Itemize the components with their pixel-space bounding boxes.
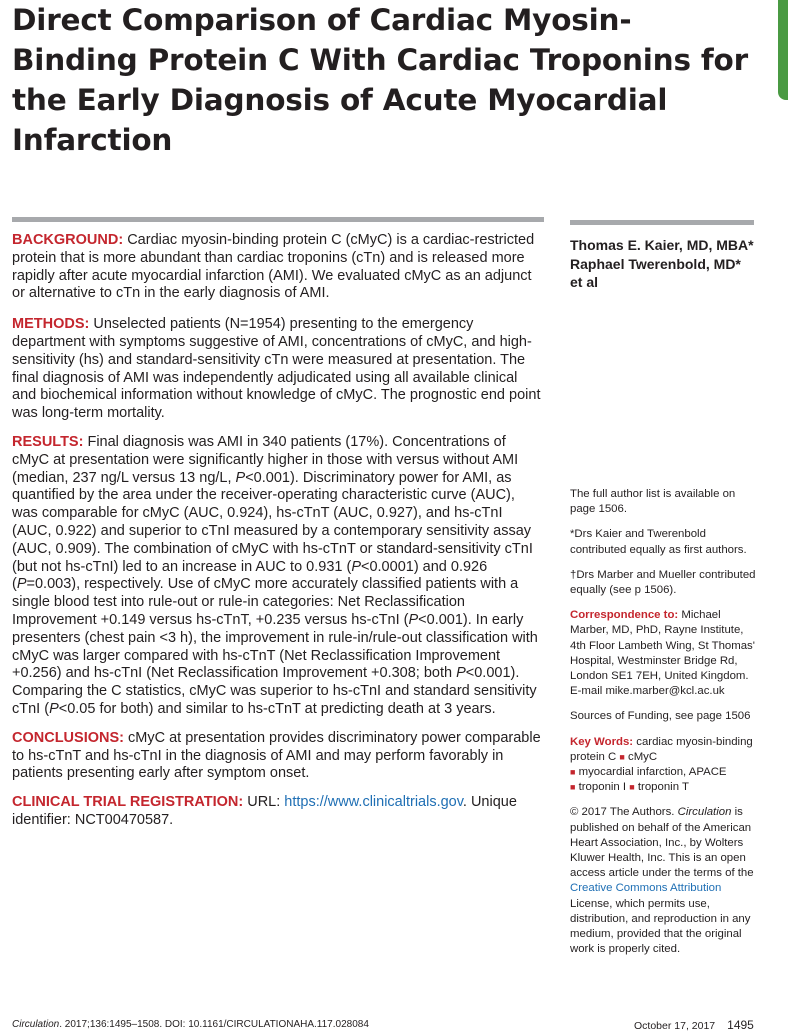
- bullet-icon: ■: [619, 751, 625, 762]
- author-name: Thomas E. Kaier, MD, MBA*: [570, 237, 754, 253]
- author-list: [570, 236, 760, 292]
- correspondence: [570, 608, 758, 699]
- correspondence-heading: Correspondence to:: [570, 609, 679, 622]
- clinicaltrials-link[interactable]: https://www.clinicaltrials.gov: [284, 794, 463, 811]
- p-value-symbol: P: [235, 469, 246, 486]
- creative-commons-link[interactable]: Creative Commons Attribution: [570, 882, 722, 895]
- background-heading: BACKGROUND:: [12, 232, 124, 248]
- registration-prefix: URL:: [243, 794, 285, 811]
- footer-meta: [634, 1018, 754, 1032]
- results-text: <0.0001) and 0.926 (: [12, 558, 488, 593]
- p-value-symbol: P: [16, 576, 27, 593]
- footer-date: October 17, 2017: [634, 1020, 716, 1032]
- results-text: <0.05 for both) and similar to hs-cTnT at predicting death at 3 years.: [58, 700, 496, 717]
- author-rule: [570, 220, 754, 225]
- methods-heading: METHODS:: [12, 316, 90, 333]
- article-title: Direct Comparison of Cardiac Myosin-Binding Protein C With Cardiac Troponins for the Early Diagnosis of Acute Myocardial Infarction: [12, 3, 748, 157]
- footer-journal: Circulation: [12, 1019, 60, 1030]
- keyword: cardiac myosin-binding protein C: [570, 735, 753, 763]
- background-paragraph: [12, 232, 544, 303]
- conclusions-paragraph: [12, 730, 544, 783]
- author-et-al: et al: [570, 274, 599, 290]
- keyword: myocardial infarction, APACE: [575, 766, 727, 779]
- article-sidebar: [570, 487, 758, 967]
- bullet-icon: ■: [570, 782, 576, 793]
- conclusions-text: cMyC at presentation provides discriminatory power comparable to hs-cTnT and hs-cTnI in the diagnosis of AMI and may perform favorably in patients presenting early after symptom onset.: [12, 729, 541, 782]
- results-heading: RESULTS:: [12, 433, 84, 450]
- page-number: 1495: [727, 1018, 754, 1032]
- results-text: <0.001). Comparing the C statistics, cMyC was superior to hs-cTnI and standard sensitivity cTnI (: [12, 665, 537, 717]
- copyright-notice: [570, 805, 758, 957]
- p-value-symbol: P: [456, 665, 466, 682]
- results-text: =0.003), respectively. Use of cMyC more accurately classified patients with a single blood test into rule-out or rule-in categories: Net Reclassification Improvement +0.149 versus hs-cTnT, +0.235 versus hs-cTnI (: [12, 576, 519, 628]
- results-text: Final diagnosis was AMI in 340 patients (17%). Concentrations of cMyC at presentation were significantly higher in those with versus without AMI (median, 237 ng/L versus 13 ng/L,: [12, 433, 519, 486]
- keyword: troponin T: [634, 781, 689, 794]
- funding-note: Sources of Funding, see page 1506: [570, 710, 751, 723]
- bullet-icon: ■: [570, 767, 576, 778]
- footer-doi: . 2017;136:1495–1508. DOI: 10.1161/CIRCULATIONAHA.117.028084: [59, 1019, 369, 1030]
- bullet-icon: ■: [629, 782, 635, 793]
- footer-citation: [12, 1019, 369, 1030]
- results-paragraph: [12, 434, 544, 719]
- copyright-text: License, which permits use, distribution, and reproduction in any medium, provided that the original work is properly cited.: [570, 897, 751, 956]
- key-words-heading: Key Words:: [570, 735, 634, 748]
- author-name: Raphael Twerenbold, MD*: [570, 255, 741, 272]
- section-tab: [778, 0, 788, 100]
- journal-name: Circulation: [677, 806, 732, 819]
- p-value-symbol: P: [408, 611, 419, 628]
- results-text: <0.001). In early presenters (chest pain <3 h), the improvement in rule-in/rule-out classification with cMyC was larger compared with hs-cTnT (Net Reclassification Improvement +0.256) and hs-cTnI (Net Reclassification Improvement +0.308; both: [12, 611, 538, 682]
- keyword: cMyC: [624, 750, 658, 763]
- conclusions-heading: CONCLUSIONS:: [12, 729, 124, 746]
- key-words: [570, 735, 758, 796]
- copyright-text: is published on behalf of the American Heart Association, Inc., by Wolters Kluwer Health, Inc. This is an open access article under the terms of the: [570, 806, 754, 880]
- p-value-symbol: P: [49, 700, 59, 717]
- methods-text: Unselected patients (N=1954) presenting to the emergency department with symptoms suggestive of AMI, concentrations of cMyC, and high-sensitivity (hs) and standard-sensitivity cTn were measured at presentation. The final diagnosis of AMI was independently adjudicated using all available clinical and biochemical information without knowledge of cMyC. The prognostic end point was long-term mortality.: [12, 316, 541, 422]
- copyright-text: © 2017 The Authors.: [570, 806, 678, 819]
- correspondence-text: Michael Marber, MD, PhD, Rayne Institute, 4th Floor Lambeth Wing, St Thomas' Hospital, Westminster Bridge Rd, London SE1 7EH, United Kingdom. E-mail mike.marber@kcl.ac.uk: [570, 609, 755, 698]
- results-text: <0.001). Discriminatory power for AMI, as quantified by the area under the receiver-operating characteristic curve (AUC), was comparable for cMyC (AUC, 0.924), hs-cTnT (AUC, 0.927), and hs-cTnI (AUC, 0.922) and superior to cTnI measured by a contemporary sensitivity assay (AUC, 0.909). The combination of cMyC with hs-cTnT or standard-sensitivity cTnI (but not hs-cTnI) led to an increase in AUC to 0.931 (: [12, 469, 533, 575]
- abstract-rule: [12, 217, 544, 222]
- contribution-note-senior: †Drs Marber and Mueller contributed equally (see p 1506).: [570, 568, 756, 597]
- full-author-note: The full author list is available on page 1506.: [570, 488, 736, 516]
- methods-paragraph: [12, 316, 544, 423]
- keyword: troponin I: [575, 781, 630, 794]
- background-text: Cardiac myosin-binding protein C (cMyC) is a cardiac-restricted protein that is more abundant than cardiac troponins (cTn) and is released more rapidly after acute myocardial infarction (AMI). We evaluated cMyC as an adjunct or alternative to cTn in the early diagnosis of AMI.: [12, 232, 535, 302]
- p-value-symbol: P: [351, 558, 361, 575]
- contribution-note-first: *Drs Kaier and Twerenbold contributed equally as first authors.: [570, 528, 747, 556]
- registration-suffix: . Unique identifier: NCT00470587.: [12, 794, 517, 828]
- registration-heading: CLINICAL TRIAL REGISTRATION:: [12, 794, 244, 811]
- abstract: [12, 232, 544, 841]
- registration-paragraph: [12, 794, 544, 830]
